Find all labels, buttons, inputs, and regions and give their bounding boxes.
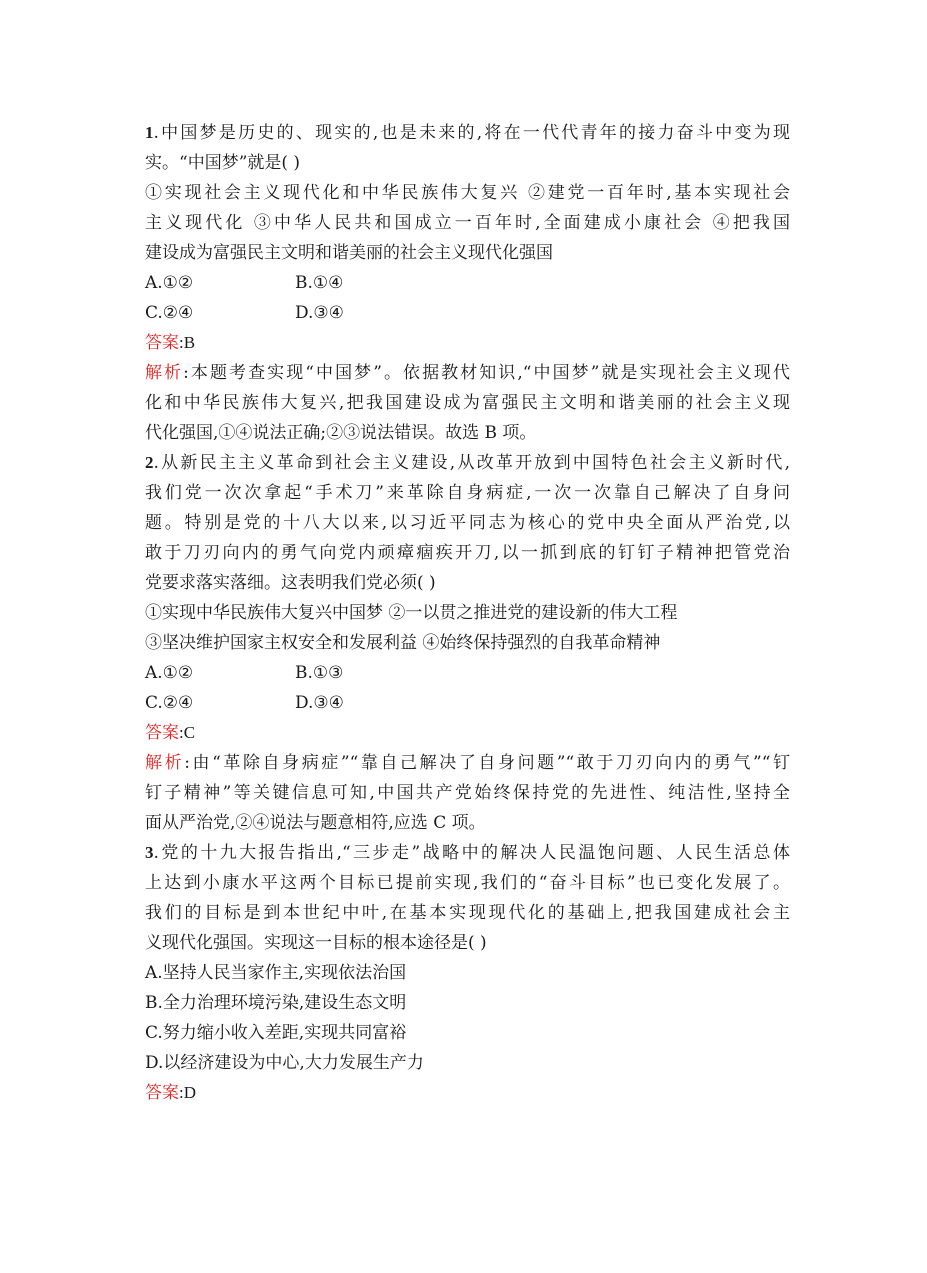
question-1 [145, 118, 790, 448]
statement-line: 主义现代化 ③中华人民共和国成立一百年时,全面建成小康社会 ④把我国 [145, 213, 790, 233]
option-c: C.努力缩小收入差距,实现共同富裕 [145, 1023, 407, 1043]
answer [145, 1078, 790, 1108]
question-stem-line: 上达到小康水平这两个目标已提前实现,我们的“奋斗目标”也已变化发展了。 [145, 873, 790, 893]
question-stem-line: 题。特别是党的十八大以来,以习近平同志为核心的党中央全面从严治党,以 [145, 513, 790, 533]
analysis-line: 化和中华民族伟大复兴,把我国建设成为富强民主文明和谐美丽的社会主义现 [145, 393, 790, 413]
analysis-label: 解析 [145, 753, 185, 773]
answer-label: 答案 [145, 723, 179, 743]
analysis-line: 钉子精神”等关键信息可知,中国共产党始终保持党的先进性、纯洁性,坚持全 [145, 783, 790, 803]
analysis-label: 解析 [145, 363, 184, 383]
option-a: A.坚持人民当家作主,实现依法治国 [145, 963, 407, 983]
statement-line: 建设成为富强民主文明和谐美丽的社会主义现代化强国 [145, 243, 553, 263]
statement-line: ①实现中华民族伟大复兴中国梦 ②一以贯之推进党的建设新的伟大工程 [145, 603, 678, 623]
options-row [145, 268, 790, 298]
answer [145, 328, 790, 358]
analysis-line: 解析:本题考查实现“中国梦”。依据教材知识,“中国梦”就是实现社会主义现代 [145, 363, 790, 383]
statement-line: ③坚决维护国家主权安全和发展利益 ④始终保持强烈的自我革命精神 [145, 633, 661, 653]
answer-label: 答案 [145, 333, 179, 353]
answer-label: 答案 [145, 1083, 179, 1103]
question-number: 1 [145, 123, 154, 142]
options-row [145, 298, 790, 328]
question-stem-line: 实。“中国梦”就是( ) [145, 153, 301, 173]
question-stem-line: 3.党的十九大报告指出,“三步走”战略中的解决人民温饱问题、人民生活总体 [145, 843, 790, 863]
option-a: A.①② [145, 273, 194, 293]
option-b: B.①③ [295, 663, 344, 683]
answer-value: :C [179, 723, 196, 742]
option-c: C.②④ [145, 303, 194, 323]
question-stem-line: 党要求落实落细。这表明我们党必须( ) [145, 573, 436, 593]
question-3 [145, 838, 790, 1108]
options-row [145, 688, 790, 718]
answer-value: :D [179, 1083, 196, 1102]
option-a: A.①② [145, 663, 194, 683]
question-stem-line: 我们党一次次拿起“手术刀”来革除自身病症,一次一次靠自己解决了自身问 [145, 483, 790, 503]
option-b: B.全力治理环境污染,建设生态文明 [145, 993, 407, 1013]
question-number: 3 [145, 843, 154, 862]
question-stem-line: 2.从新民主主义革命到社会主义建设,从改革开放到中国特色社会主义新时代, [145, 453, 790, 473]
document-page [145, 118, 790, 1108]
question-stem-line: 我们的目标是到本世纪中叶,在基本实现现代化的基础上,把我国建成社会主 [145, 903, 790, 923]
answer [145, 718, 790, 748]
option-d: D.以经济建设为中心,大力发展生产力 [145, 1053, 424, 1073]
options-row [145, 658, 790, 688]
analysis-line: 面从严治党,②④说法与题意相符,应选 C 项。 [145, 813, 486, 833]
statement-line: ①实现社会主义现代化和中华民族伟大复兴 ②建党一百年时,基本实现社会 [145, 183, 790, 203]
question-stem-line: 1.中国梦是历史的、现实的,也是未来的,将在一代代青年的接力奋斗中变为现 [145, 123, 790, 143]
analysis-line: 解析:由“革除自身病症”“靠自己解决了自身问题”“敢于刀刃向内的勇气”“钉 [145, 753, 790, 773]
question-2 [145, 448, 790, 838]
question-stem-line: 义现代化强国。实现这一目标的根本途径是( ) [145, 933, 487, 953]
question-number: 2 [145, 453, 154, 472]
question-stem-line: 敢于刀刃向内的勇气向党内顽瘴痼疾开刀,以一抓到底的钉钉子精神把管党治 [145, 543, 790, 563]
option-c: C.②④ [145, 693, 194, 713]
answer-value: :B [179, 333, 196, 352]
option-d: D.③④ [295, 303, 344, 323]
analysis-line: 代化强国,①④说法正确;②③说法错误。故选 B 项。 [145, 423, 537, 443]
option-b: B.①④ [295, 273, 344, 293]
option-d: D.③④ [295, 693, 344, 713]
